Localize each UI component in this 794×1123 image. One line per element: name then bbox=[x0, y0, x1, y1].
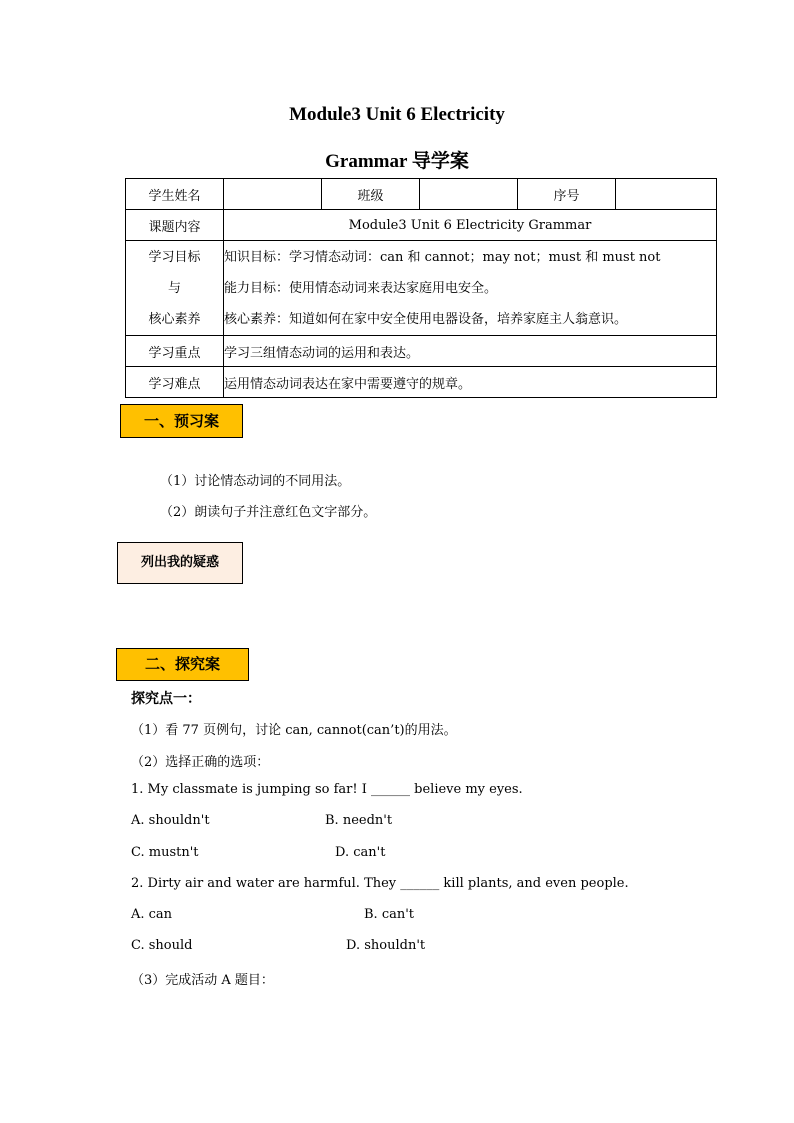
table-row bbox=[126, 367, 717, 398]
table-row bbox=[126, 336, 717, 367]
goals-label-line: 学习目标 bbox=[148, 249, 201, 265]
key-point-value: 学习三组情态动词的运用和表达。 bbox=[224, 336, 717, 367]
seat-field[interactable] bbox=[616, 179, 717, 210]
preview-section-header: 一、预习案 bbox=[120, 404, 243, 438]
inquiry-step: （1）看 77 页例句，讨论 can, cannot(can’t)的用法。 bbox=[131, 723, 457, 738]
student-name-label: 学生姓名 bbox=[126, 179, 224, 210]
preview-item: （1）讨论情态动词的不同用法。 bbox=[160, 474, 351, 489]
doubts-box: 列出我的疑惑 bbox=[117, 542, 243, 584]
option-a[interactable]: A. shouldn't bbox=[131, 813, 210, 828]
option-a[interactable]: A. can bbox=[131, 907, 173, 922]
inquiry-step: （3）完成活动 A 题目： bbox=[131, 973, 274, 988]
question-stem: 2. Dirty air and water are harmful. They ______ kill plants, and even people. bbox=[131, 876, 629, 891]
class-field[interactable] bbox=[420, 179, 518, 210]
question-stem: 1. My classmate is jumping so far! I ______ believe my eyes. bbox=[131, 782, 523, 797]
goals-label-line: 核心素养 bbox=[148, 311, 201, 327]
knowledge-goal: 知识目标：学习情态动词：can 和 cannot；may not；must 和 must not bbox=[224, 249, 661, 265]
table-row bbox=[126, 179, 717, 210]
seat-label: 序号 bbox=[518, 179, 616, 210]
option-d[interactable]: D. shouldn't bbox=[346, 938, 426, 953]
difficulty-label: 学习难点 bbox=[126, 367, 224, 398]
goals-label-line: 与 bbox=[167, 280, 181, 296]
option-c[interactable]: C. should bbox=[131, 938, 193, 953]
topic-value: Module3 Unit 6 Electricity Grammar bbox=[224, 210, 717, 241]
inquiry-section-header: 二、探究案 bbox=[116, 648, 249, 681]
table-row bbox=[126, 210, 717, 241]
option-c[interactable]: C. mustn't bbox=[131, 845, 199, 860]
core-literacy: 核心素养：知道如何在家中安全使用电器设备，培养家庭主人翁意识。 bbox=[224, 311, 628, 327]
topic-label: 课题内容 bbox=[126, 210, 224, 241]
option-b[interactable]: B. can't bbox=[364, 907, 415, 922]
inquiry-point-title: 探究点一： bbox=[131, 691, 201, 707]
ability-goal: 能力目标：使用情态动词来表达家庭用电安全。 bbox=[224, 280, 498, 296]
class-label: 班级 bbox=[322, 179, 420, 210]
goals-content bbox=[224, 241, 717, 336]
table-row bbox=[126, 241, 717, 336]
key-point-label: 学习重点 bbox=[126, 336, 224, 367]
option-d[interactable]: D. can't bbox=[335, 845, 386, 860]
preview-item: （2）朗读句子并注意红色文字部分。 bbox=[160, 505, 377, 520]
difficulty-value: 运用情态动词表达在家中需要遵守的规章。 bbox=[224, 367, 717, 398]
inquiry-step: （2）选择正确的选项： bbox=[131, 755, 270, 770]
document-subtitle: Grammar 导学案 bbox=[325, 151, 469, 172]
info-table bbox=[125, 178, 717, 398]
goals-label bbox=[126, 241, 224, 336]
student-name-field[interactable] bbox=[224, 179, 322, 210]
document-title: Module3 Unit 6 Electricity bbox=[289, 104, 505, 125]
option-b[interactable]: B. needn't bbox=[325, 813, 393, 828]
